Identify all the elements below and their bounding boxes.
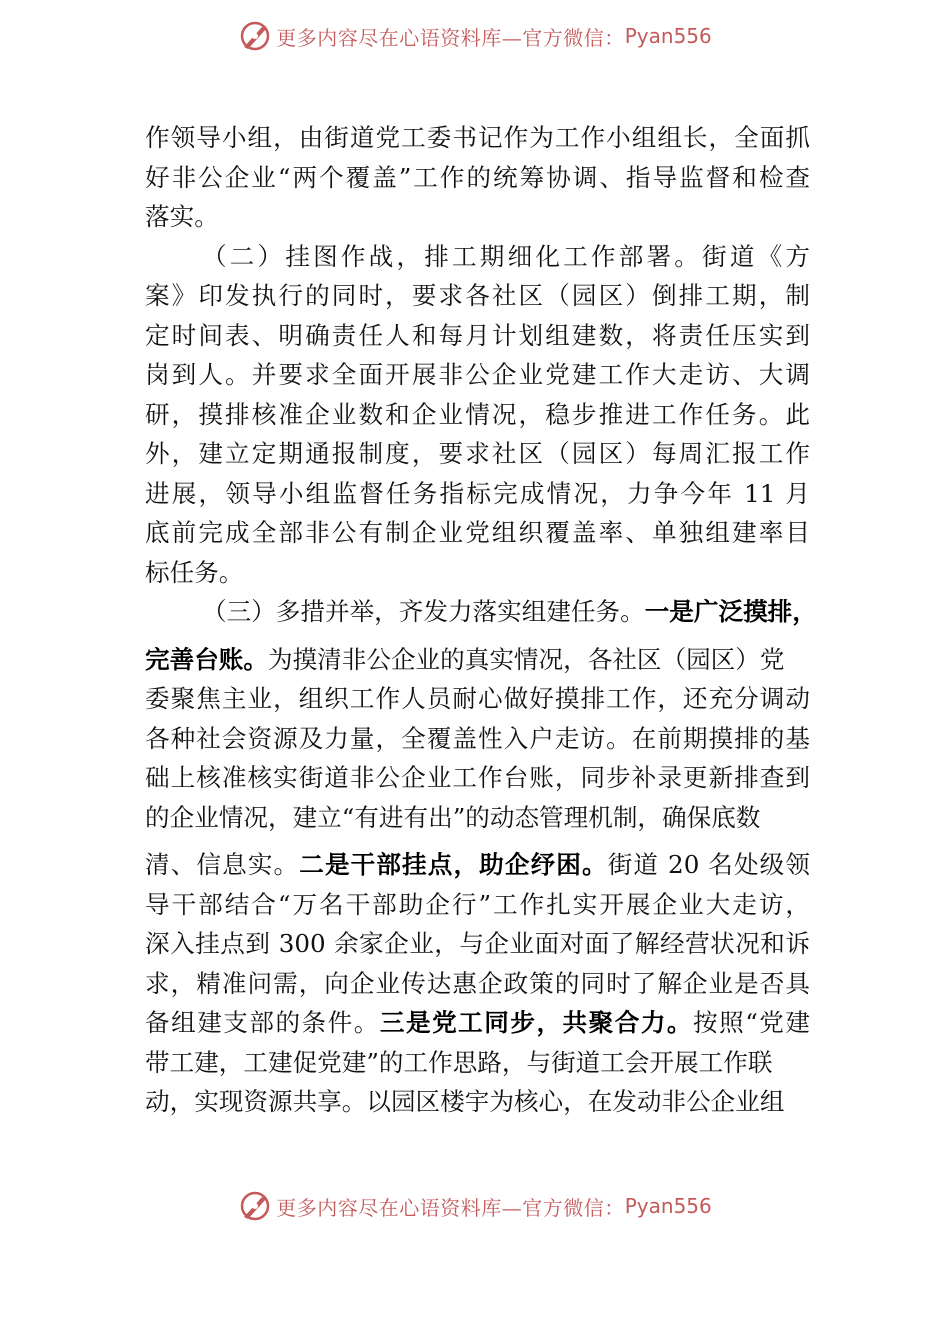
text-line: 带工建，工建促党建”的工作思路，与街道工会开展工作联: [145, 1047, 773, 1077]
text-line: 外，建立定期通报制度，要求社区（园区）每周汇报工作: [145, 439, 810, 468]
footer-watermark: [0, 1186, 950, 1226]
text-line: 的企业情况，建立“有进有出”的动态管理机制，确保底数: [145, 802, 761, 832]
text-line: [145, 845, 810, 885]
text-run: 为摸清非公企业的真实情况，各社区（园区）党: [267, 644, 785, 674]
text-line: 委聚焦主业，组织工作人员耐心做好摸排工作，还充分调动: [145, 684, 810, 713]
text-line: 研，摸排核准企业数和企业情况，稳步推进工作任务。此: [145, 399, 810, 429]
section-heading-3: [145, 592, 817, 632]
pen-in-circle-icon: [238, 1189, 272, 1223]
text-line: [145, 1003, 810, 1043]
watermark-text: 更多内容尽在心语资料库—官方微信：: [276, 25, 625, 50]
text-line: 标任务。: [145, 557, 244, 587]
text-line: 深入挂点到 300 余家企业，与企业面对面了解经营状况和诉: [145, 929, 810, 958]
text-line: 求，精准问需，向企业传达惠企政策的同时了解企业是否具: [145, 968, 810, 998]
text-run: 清、信息实。: [145, 850, 300, 879]
text-line: 动，实现资源共享。以园区楼宇为核心，在发动非公企业组: [145, 1087, 785, 1116]
text-run: （三）多措并举，齐发力落实组建任务。: [202, 597, 645, 626]
document-body: [145, 118, 817, 1122]
text-line: 案》印发执行的同时，要求各社区（园区）倒排工期，制: [145, 281, 810, 310]
text-line: [145, 640, 810, 680]
text-line: 好非公企业“两个覆盖”工作的统筹协调、指导监督和检查: [145, 162, 810, 192]
text-line: 定时间表、明确责任人和每月计划组建数，将责任压实到: [145, 320, 810, 350]
text-line: 各种社会资源及力量，全覆盖性入户走访。在前期摸排的基: [145, 723, 810, 753]
header-watermark: [0, 16, 950, 56]
text-line: 导干部结合“万名干部助企行”工作扎实开展企业大走访，: [145, 889, 810, 919]
watermark-text: 更多内容尽在心语资料库—官方微信：: [276, 1195, 625, 1220]
text-line: 底前完成全部非公有制企业党组织覆盖率、单独组建率目: [145, 518, 810, 547]
watermark-wechat-id: Pyan556: [624, 24, 712, 48]
text-line: 进展，领导小组监督任务指标完成情况，力争今年 11 月: [145, 478, 810, 508]
text-run: 备组建支部的条件。: [145, 1008, 380, 1037]
bold-phrase: 一是广泛摸排，: [644, 597, 817, 626]
text-line: 础上核准核实街道非公企业工作台账，同步补录更新排查到: [145, 763, 810, 792]
text-run: 按照“党建: [693, 1008, 810, 1037]
section-heading-2: （二）挂图作战，排工期细化工作部署。街道《方: [202, 241, 810, 271]
text-line: 岗到人。并要求全面开展非公企业党建工作大走访、大调: [145, 360, 810, 389]
pen-in-circle-icon: [238, 19, 272, 53]
watermark-wechat-id: Pyan556: [624, 1194, 712, 1218]
text-line: 落实。: [145, 202, 219, 231]
bold-phrase: 三是党工同步，共聚合力。: [379, 1008, 694, 1037]
bold-phrase: 完善台账。: [145, 644, 268, 674]
text-line: 作领导小组，由街道党工委书记作为工作小组组长，全面抓: [145, 123, 810, 152]
bold-phrase: 二是干部挂点，助企纾困。: [299, 850, 608, 879]
text-run: 街道 20 名处级领: [607, 850, 810, 879]
